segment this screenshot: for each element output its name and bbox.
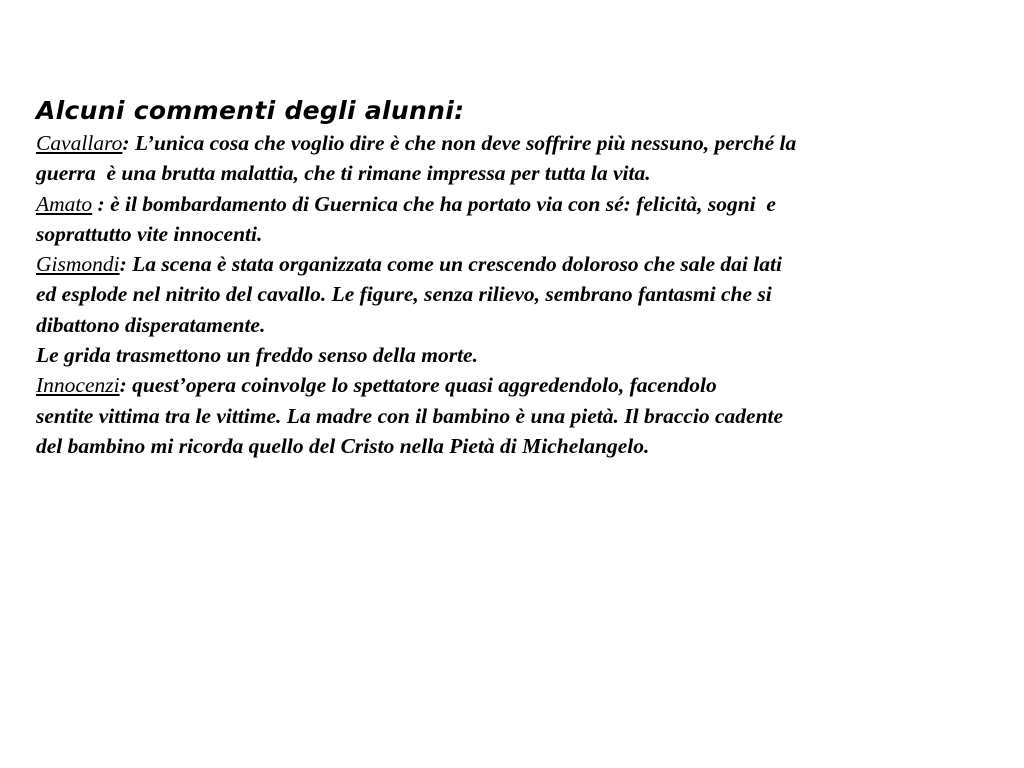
comments-block <box>36 94 996 461</box>
comment-line <box>36 249 996 279</box>
comment-line: ed esplode nel nitrito del cavallo. Le figure, senza rilievo, sembrano fantasmi che si <box>36 282 772 307</box>
comment-text: La scena è stata organizzata come un crescendo doloroso che sale dai lati <box>126 252 782 277</box>
comment-text: quest’opera coinvolge lo spettatore quasi aggredendolo, facendolo <box>126 373 717 398</box>
slide-title: Alcuni commenti degli alunni: <box>36 96 465 125</box>
comment-line: del bambino mi ricorda quello del Cristo nella Pietà di Michelangelo. <box>36 433 650 458</box>
author-name: Cavallaro <box>36 131 123 155</box>
author-separator: : <box>119 252 127 277</box>
comment-line: soprattutto vite innocenti. <box>36 221 263 246</box>
author-separator: : <box>92 191 105 216</box>
comment-line: dibattono disperatamente. <box>36 312 266 337</box>
comment-text: è il bombardamento di Guernica che ha portato via con sé: felicità, sogni e <box>104 191 776 216</box>
author-separator: : <box>119 373 127 398</box>
author-name: Innocenzi <box>36 373 120 398</box>
comment-line: guerra è una brutta malattia, che ti rimane impressa per tutta la vita. <box>36 161 651 186</box>
comment-line: sentite vittima tra le vittime. La madre con il bambino è una pietà. Il braccio cadente <box>36 403 784 428</box>
comment-line <box>36 128 996 158</box>
author-name: Amato <box>36 191 93 216</box>
comment-line <box>36 370 996 400</box>
author-separator: : <box>122 131 130 155</box>
comment-line <box>36 189 996 219</box>
comment-line: Le grida trasmettono un freddo senso della morte. <box>36 343 478 368</box>
comment-text: L’unica cosa che voglio dire è che non deve soffrire più nessuno, perché la <box>129 131 797 155</box>
author-name: Gismondi <box>36 252 120 277</box>
